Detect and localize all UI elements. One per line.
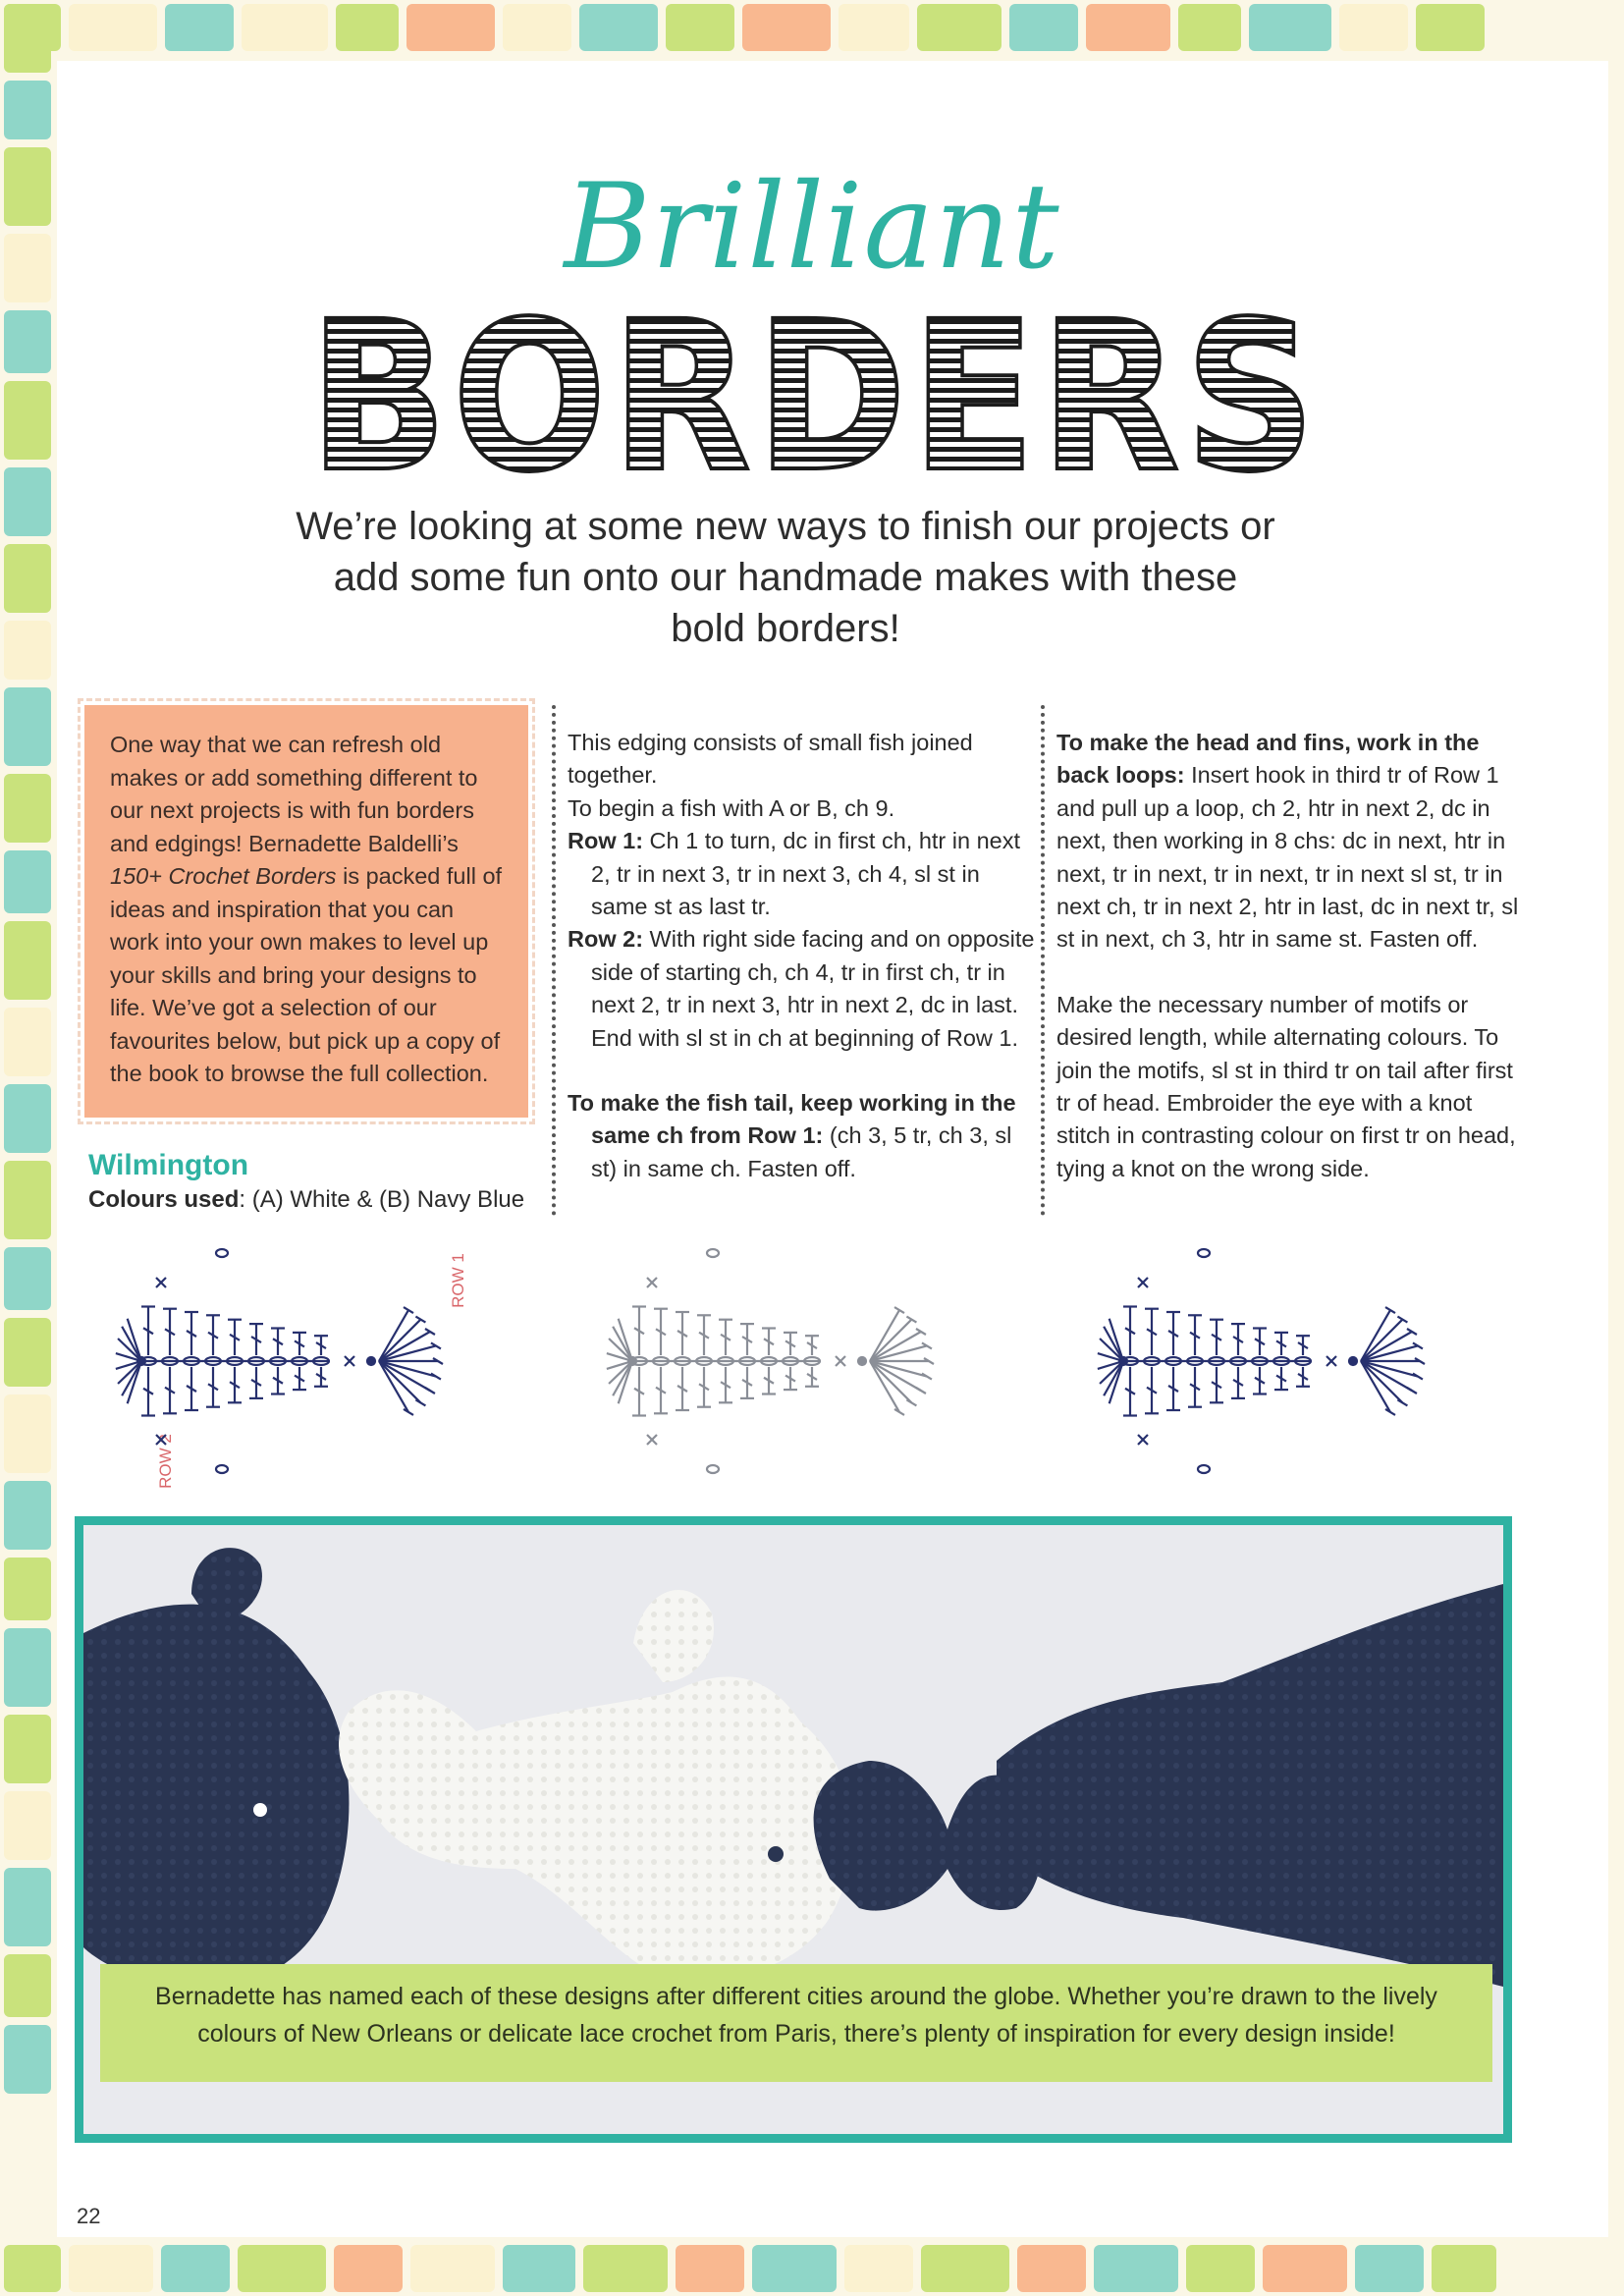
intro-line-1: This edging consists of small fish joined together. (568, 730, 973, 789)
book-title: 150+ Crochet Borders (110, 863, 337, 889)
head-instruction (1056, 727, 1528, 957)
title-script: Brilliant (564, 159, 1060, 296)
subtitle: We’re looking at some new ways to finish our projects or add some fun onto our handmade makes with these bold borders! (296, 505, 1275, 650)
instructions-column-2 (1056, 727, 1528, 1185)
row-1-instruction (568, 825, 1035, 923)
row-2-instruction (568, 923, 1035, 1055)
join-instruction: Make the necessary number of motifs or desired length, while alternating colours. To join the motifs, sl st in third tr on tail after first tr of head. Embroider the eye with a knot stitch in contrasting colour on first tr on head, tying a knot on the wrong side. (1056, 991, 1516, 1181)
colours-label: Colours used (88, 1186, 240, 1213)
row-1-label: Row 1: (568, 828, 644, 854)
chart-fish-motif (607, 1249, 934, 1473)
row-2-text: With right side facing and on opposite side of starting ch, ch 4, tr in first ch, tr in next 2, tr in next 3, htr in next 2, dc in last. End with sl st in ch at beginning of Row 1. (591, 926, 1035, 1051)
intro-box (84, 705, 528, 1118)
crochet-chart (84, 1226, 1557, 1520)
tail-text: (ch 3, 5 tr, ch 3, sl st) in same ch. Fasten off. (591, 1122, 1012, 1181)
title-block-text: BORDERS (309, 277, 1321, 518)
head-text: Insert hook in third tr of Row 1 and pull up a loop, ch 2, htr in next 2, dc in next, then working in 8 chs: dc in next, htr in next, tr in next, tr in next, tr in next sl st, tr in next ch, tr in next 2, htr in last, dc in next tr, sl st in next, ch 3, htr in same st. Fasten off. (1056, 762, 1519, 953)
head-label: To make the head and fins, work in the back loops: (1056, 730, 1480, 789)
top-border-pattern (0, 0, 1624, 55)
chart-fish-motif (1098, 1249, 1425, 1473)
colours-value: : (A) White & (B) Navy Blue (239, 1186, 525, 1213)
row-1-text: Ch 1 to turn, dc in first ch, htr in next 2, tr in next 3, tr in next 3, ch 4, sl st in same st as last tr. (591, 828, 1021, 920)
row-1-label-chart: ROW 1 (449, 1253, 467, 1308)
colours-used (88, 1186, 524, 1214)
title-block (304, 277, 1326, 518)
bottom-border-pattern (0, 2241, 1624, 2296)
column-divider-1 (552, 705, 556, 1216)
column-divider-2 (1041, 705, 1045, 1216)
tail-label: To make the fish tail, keep working in the same ch from Row 1: (568, 1090, 1016, 1149)
page-number: 22 (77, 2204, 101, 2228)
intro-text-start: One way that we can refresh old makes or add something different to our next projects is with fun borders and edgings! Bernadette Baldelli’s (110, 732, 478, 856)
left-border-pattern (0, 0, 55, 2296)
intro-line-2: To begin a fish with A or B, ch 9. (568, 794, 895, 821)
intro-text-end: is packed full of ideas and inspiration that you can work into your own makes to level up your skills and bring your designs to life. We’ve got a selection of our favourites below, but pick up a copy of the book to browse the full collection. (110, 863, 503, 1086)
row-2-label-chart: ROW 2 (156, 1434, 175, 1489)
pattern-name: Wilmington (88, 1149, 249, 1181)
caption-box: Bernadette has named each of these designs after different cities around the globe. Whether you’re drawn to the lively colours of New Orleans or delicate lace crochet from Paris, there’s plenty of inspiration for every design inside! (100, 1964, 1492, 2082)
row-2-label: Row 2: (568, 926, 644, 953)
instructions-column-1 (568, 727, 1035, 1185)
tail-instruction (568, 1087, 1035, 1185)
